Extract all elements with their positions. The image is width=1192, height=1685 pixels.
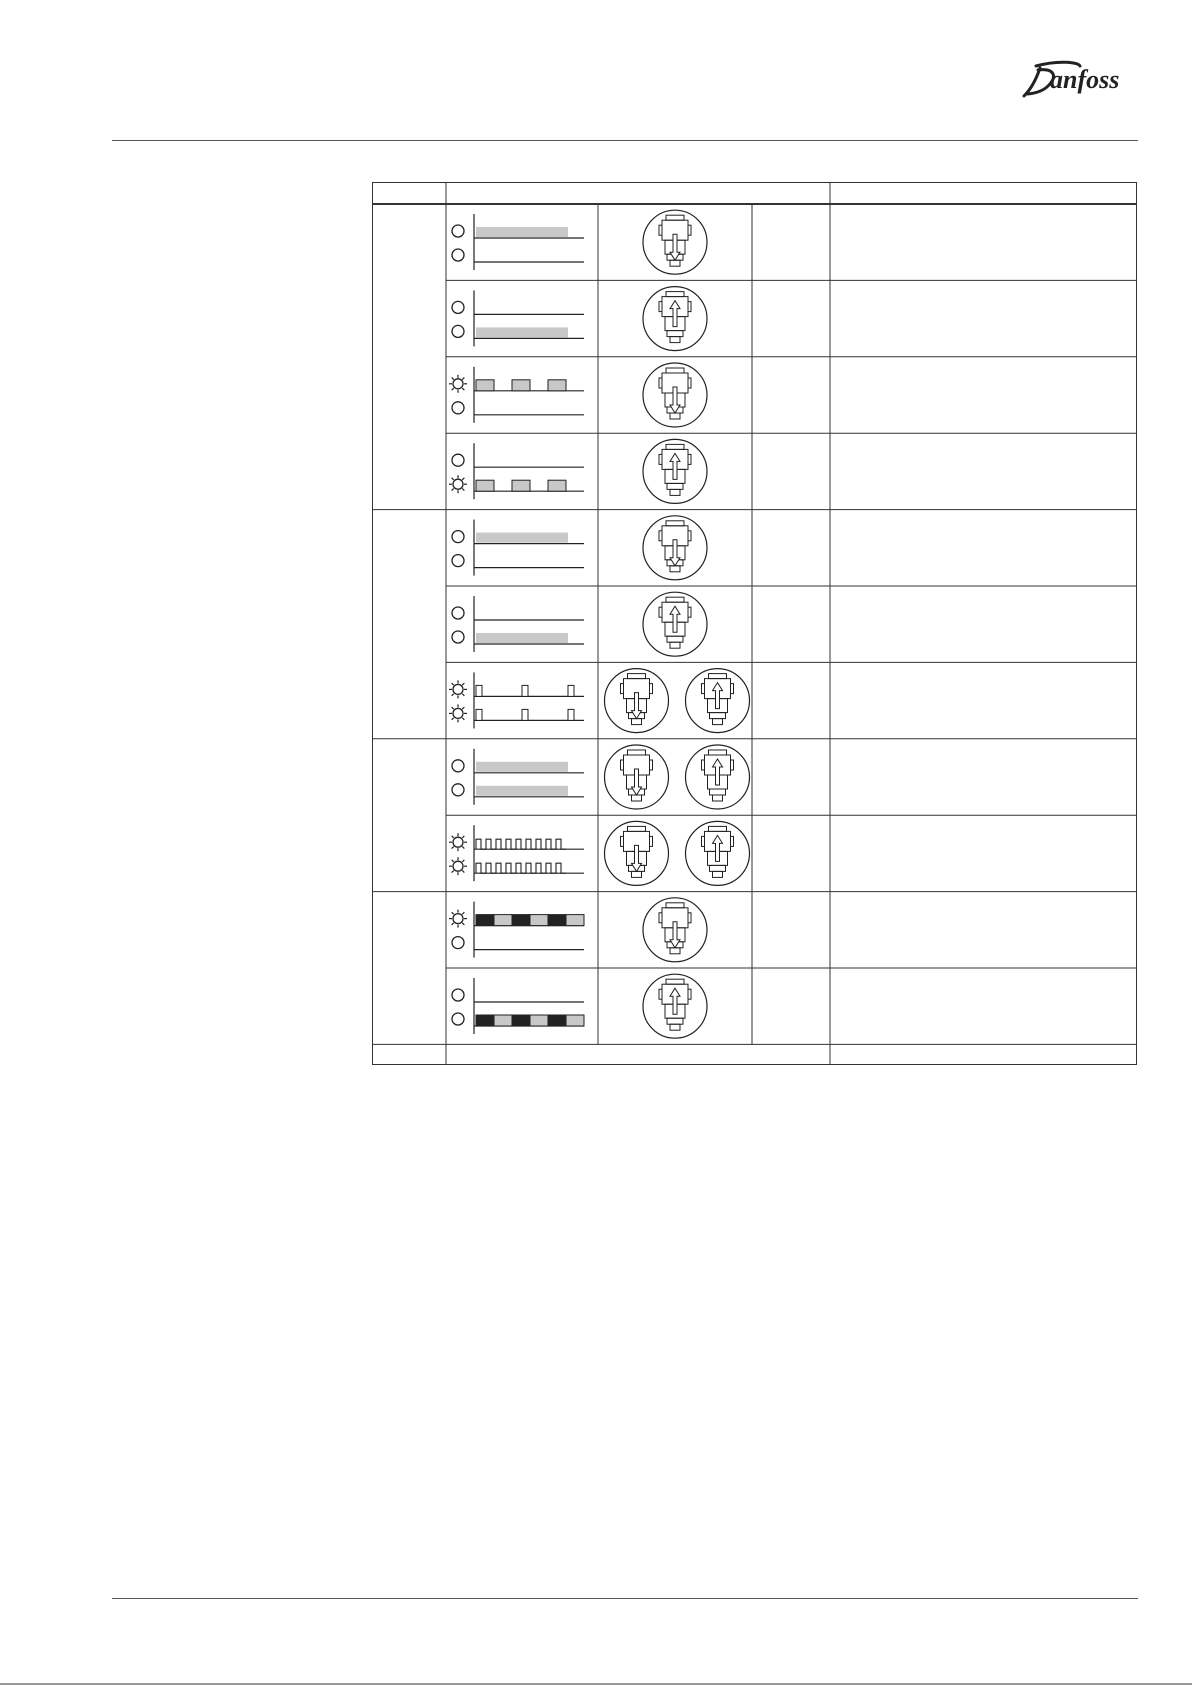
signal-on	[476, 533, 568, 543]
led-blink-icon	[449, 910, 467, 928]
signal-alternating	[512, 1015, 530, 1026]
led-blink-icon	[449, 833, 467, 851]
led-icon	[452, 631, 464, 643]
signal-alternating	[476, 915, 494, 926]
footer-rule	[112, 1598, 1138, 1599]
led-blink-icon	[449, 680, 467, 698]
led-icon	[452, 531, 464, 543]
led-icon	[452, 1013, 464, 1025]
valve-down-icon	[686, 669, 750, 733]
led-icon	[452, 454, 464, 466]
signal-alternating	[494, 915, 512, 926]
table-row	[446, 739, 1137, 815]
valve-down-icon	[686, 821, 750, 885]
table-row	[446, 280, 1137, 356]
table-row	[446, 586, 1137, 662]
signal-alternating	[566, 915, 584, 926]
signal-pulse	[568, 685, 574, 696]
timing-chart	[452, 214, 584, 270]
table-row	[446, 204, 1137, 280]
signal-pulse	[476, 380, 494, 391]
signal-pulse	[512, 380, 530, 391]
signal-alternating	[530, 915, 548, 926]
signal-alternating	[476, 1015, 494, 1026]
signal-alternating	[548, 915, 566, 926]
table-row	[446, 510, 1137, 586]
timing-chart	[449, 672, 584, 728]
signal-alternating	[566, 1015, 584, 1026]
valve-up-icon	[643, 516, 707, 580]
led-status-table	[372, 182, 1137, 1065]
led-blink-icon	[449, 475, 467, 493]
timing-chart	[452, 596, 584, 652]
valve-up-icon	[605, 821, 669, 885]
led-icon	[452, 325, 464, 337]
signal-pulse	[476, 685, 482, 696]
signal-pulse	[548, 480, 566, 491]
led-icon	[452, 760, 464, 772]
timing-chart	[449, 367, 584, 423]
table-row	[446, 892, 1137, 968]
header-rule	[112, 140, 1138, 141]
signal-alternating	[494, 1015, 512, 1026]
table-row	[446, 357, 1137, 433]
signal-pulse	[512, 480, 530, 491]
table-row	[446, 662, 1137, 738]
led-icon	[452, 225, 464, 237]
timing-chart	[452, 978, 584, 1034]
table-row	[446, 815, 1137, 891]
signal-on	[476, 762, 568, 772]
timing-chart	[452, 290, 584, 346]
led-icon	[452, 301, 464, 313]
valve-down-closed-icon	[643, 287, 707, 351]
valve-up-closed-icon	[643, 363, 707, 427]
led-blink-icon	[449, 857, 467, 875]
timing-chart	[452, 749, 584, 805]
signal-alternating	[548, 1015, 566, 1026]
valve-down-closed-icon	[643, 439, 707, 503]
led-icon	[452, 402, 464, 414]
valve-down-icon	[686, 745, 750, 809]
signal-on	[476, 227, 568, 237]
table-row	[446, 968, 1137, 1044]
led-icon	[452, 937, 464, 949]
timing-chart	[449, 902, 584, 958]
signal-fast	[476, 863, 566, 873]
led-icon	[452, 249, 464, 261]
valve-down-icon	[643, 592, 707, 656]
signal-on	[476, 327, 568, 337]
led-blink-icon	[449, 375, 467, 393]
valve-down-closed-icon	[643, 974, 707, 1038]
valve-up-icon	[605, 745, 669, 809]
signal-pulse	[476, 709, 482, 720]
svg-text:anfoss: anfoss	[1050, 65, 1120, 94]
valve-up-icon	[605, 669, 669, 733]
led-icon	[452, 607, 464, 619]
signal-pulse	[522, 709, 528, 720]
timing-chart	[452, 520, 584, 576]
danfoss-logo-icon	[1018, 56, 1138, 106]
timing-chart	[449, 825, 584, 881]
led-icon	[452, 989, 464, 1001]
signal-pulse	[476, 480, 494, 491]
led-status-table-grid	[372, 182, 1137, 1065]
valve-up-closed-icon	[643, 898, 707, 962]
signal-fast	[476, 839, 566, 849]
valve-up-closed-icon	[643, 210, 707, 274]
signal-on	[476, 633, 568, 643]
signal-pulse	[568, 709, 574, 720]
led-icon	[452, 555, 464, 567]
table-row	[446, 433, 1137, 509]
signal-on	[476, 786, 568, 796]
signal-alternating	[530, 1015, 548, 1026]
signal-pulse	[522, 685, 528, 696]
signal-alternating	[512, 915, 530, 926]
timing-chart	[449, 443, 584, 499]
led-icon	[452, 784, 464, 796]
led-blink-icon	[449, 704, 467, 722]
signal-pulse	[548, 380, 566, 391]
